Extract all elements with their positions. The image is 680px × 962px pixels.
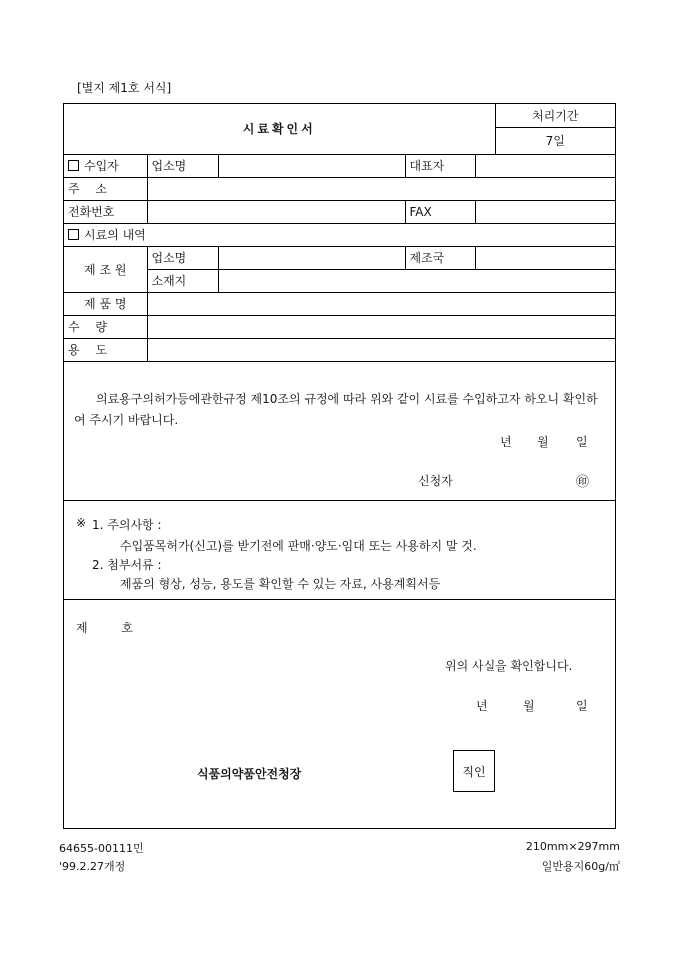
confirm-month: 월 — [523, 699, 535, 713]
confirmation-number-label: 제 호 — [76, 621, 133, 635]
fax-field[interactable] — [475, 200, 615, 223]
manufacturer-label: 제 조 원 — [64, 246, 147, 292]
usage-label: 용 도 — [64, 338, 147, 361]
paper-type: 일반용지60g/㎡ — [541, 860, 620, 873]
revision-date: '99.2.27개정 — [59, 860, 126, 873]
processing-period-label: 처리기간 — [495, 104, 615, 127]
form-title: 시료확인서 — [64, 104, 495, 154]
confirm-day: 일 — [576, 699, 588, 713]
importer-section: 수입자 — [64, 154, 147, 177]
declaration-section — [64, 376, 615, 501]
decl-month: 월 — [537, 435, 549, 449]
confirmation-statement: 위의 사실을 확인합니다. — [445, 659, 573, 673]
checkbox-icon[interactable] — [68, 229, 79, 240]
decl-year: 년 — [500, 435, 512, 449]
mfr-company-field[interactable] — [218, 246, 405, 269]
info-table — [64, 104, 615, 362]
mfr-country-label: 제조국 — [405, 246, 475, 269]
fax-label: FAX — [405, 200, 475, 223]
sample-details-section: 시료의 내역 — [64, 223, 615, 246]
notes-marker: ※ — [76, 516, 87, 530]
note1-title: 1. 주의사항 : — [92, 518, 162, 532]
applicant-label: 신청자 — [418, 474, 453, 488]
quantity-label: 수 량 — [64, 315, 147, 338]
phone-field[interactable] — [147, 200, 405, 223]
company-name-field[interactable] — [218, 154, 405, 177]
processing-period-value: 7일 — [495, 127, 615, 154]
note2-title: 2. 첨부서류 : — [92, 558, 162, 572]
form-frame — [63, 103, 616, 829]
applicant-signature-field[interactable] — [527, 472, 617, 486]
confirmation-section — [64, 600, 615, 829]
form-code: 64655-00111민 — [59, 842, 144, 855]
paper-size: 210mm×297mm — [525, 840, 620, 853]
note1-body: 수입품목허가(신고)를 받기전에 판매·양도·임대 또는 사용하지 말 것. — [120, 539, 477, 553]
mfr-company-label: 업소명 — [147, 246, 218, 269]
seal-icon: ㊞ — [576, 475, 590, 490]
note2-body: 제품의 형상, 성능, 용도를 확인할 수 있는 자료, 사용계획서등 — [120, 577, 441, 591]
official-seal-box: 직인 — [453, 750, 495, 792]
product-name-field[interactable] — [147, 292, 615, 315]
quantity-field[interactable] — [147, 315, 615, 338]
product-name-label: 제 품 명 — [64, 292, 147, 315]
confirm-year: 년 — [476, 699, 488, 713]
usage-field[interactable] — [147, 338, 615, 361]
mfr-location-label: 소재지 — [147, 269, 218, 292]
declaration-text: 의료용구의허가등에관한규정 제10조의 규정에 따라 위와 같이 시료를 수입하고자 하오니 확인하여 주시기 바랍니다. — [74, 392, 598, 427]
mfr-country-field[interactable] — [475, 246, 615, 269]
representative-label: 대표자 — [405, 154, 475, 177]
representative-field[interactable] — [475, 154, 615, 177]
mfr-location-field[interactable] — [218, 269, 615, 292]
company-name-label: 업소명 — [147, 154, 218, 177]
address-field[interactable] — [147, 177, 615, 200]
notes-section — [64, 501, 615, 600]
address-label: 주 소 — [64, 177, 147, 200]
phone-label: 전화번호 — [64, 200, 147, 223]
issuing-authority: 식품의약품안전청장 — [197, 767, 302, 781]
decl-day: 일 — [576, 435, 588, 449]
checkbox-icon[interactable] — [68, 160, 79, 171]
form-number-label: [별지 제1호 서식] — [77, 81, 172, 95]
